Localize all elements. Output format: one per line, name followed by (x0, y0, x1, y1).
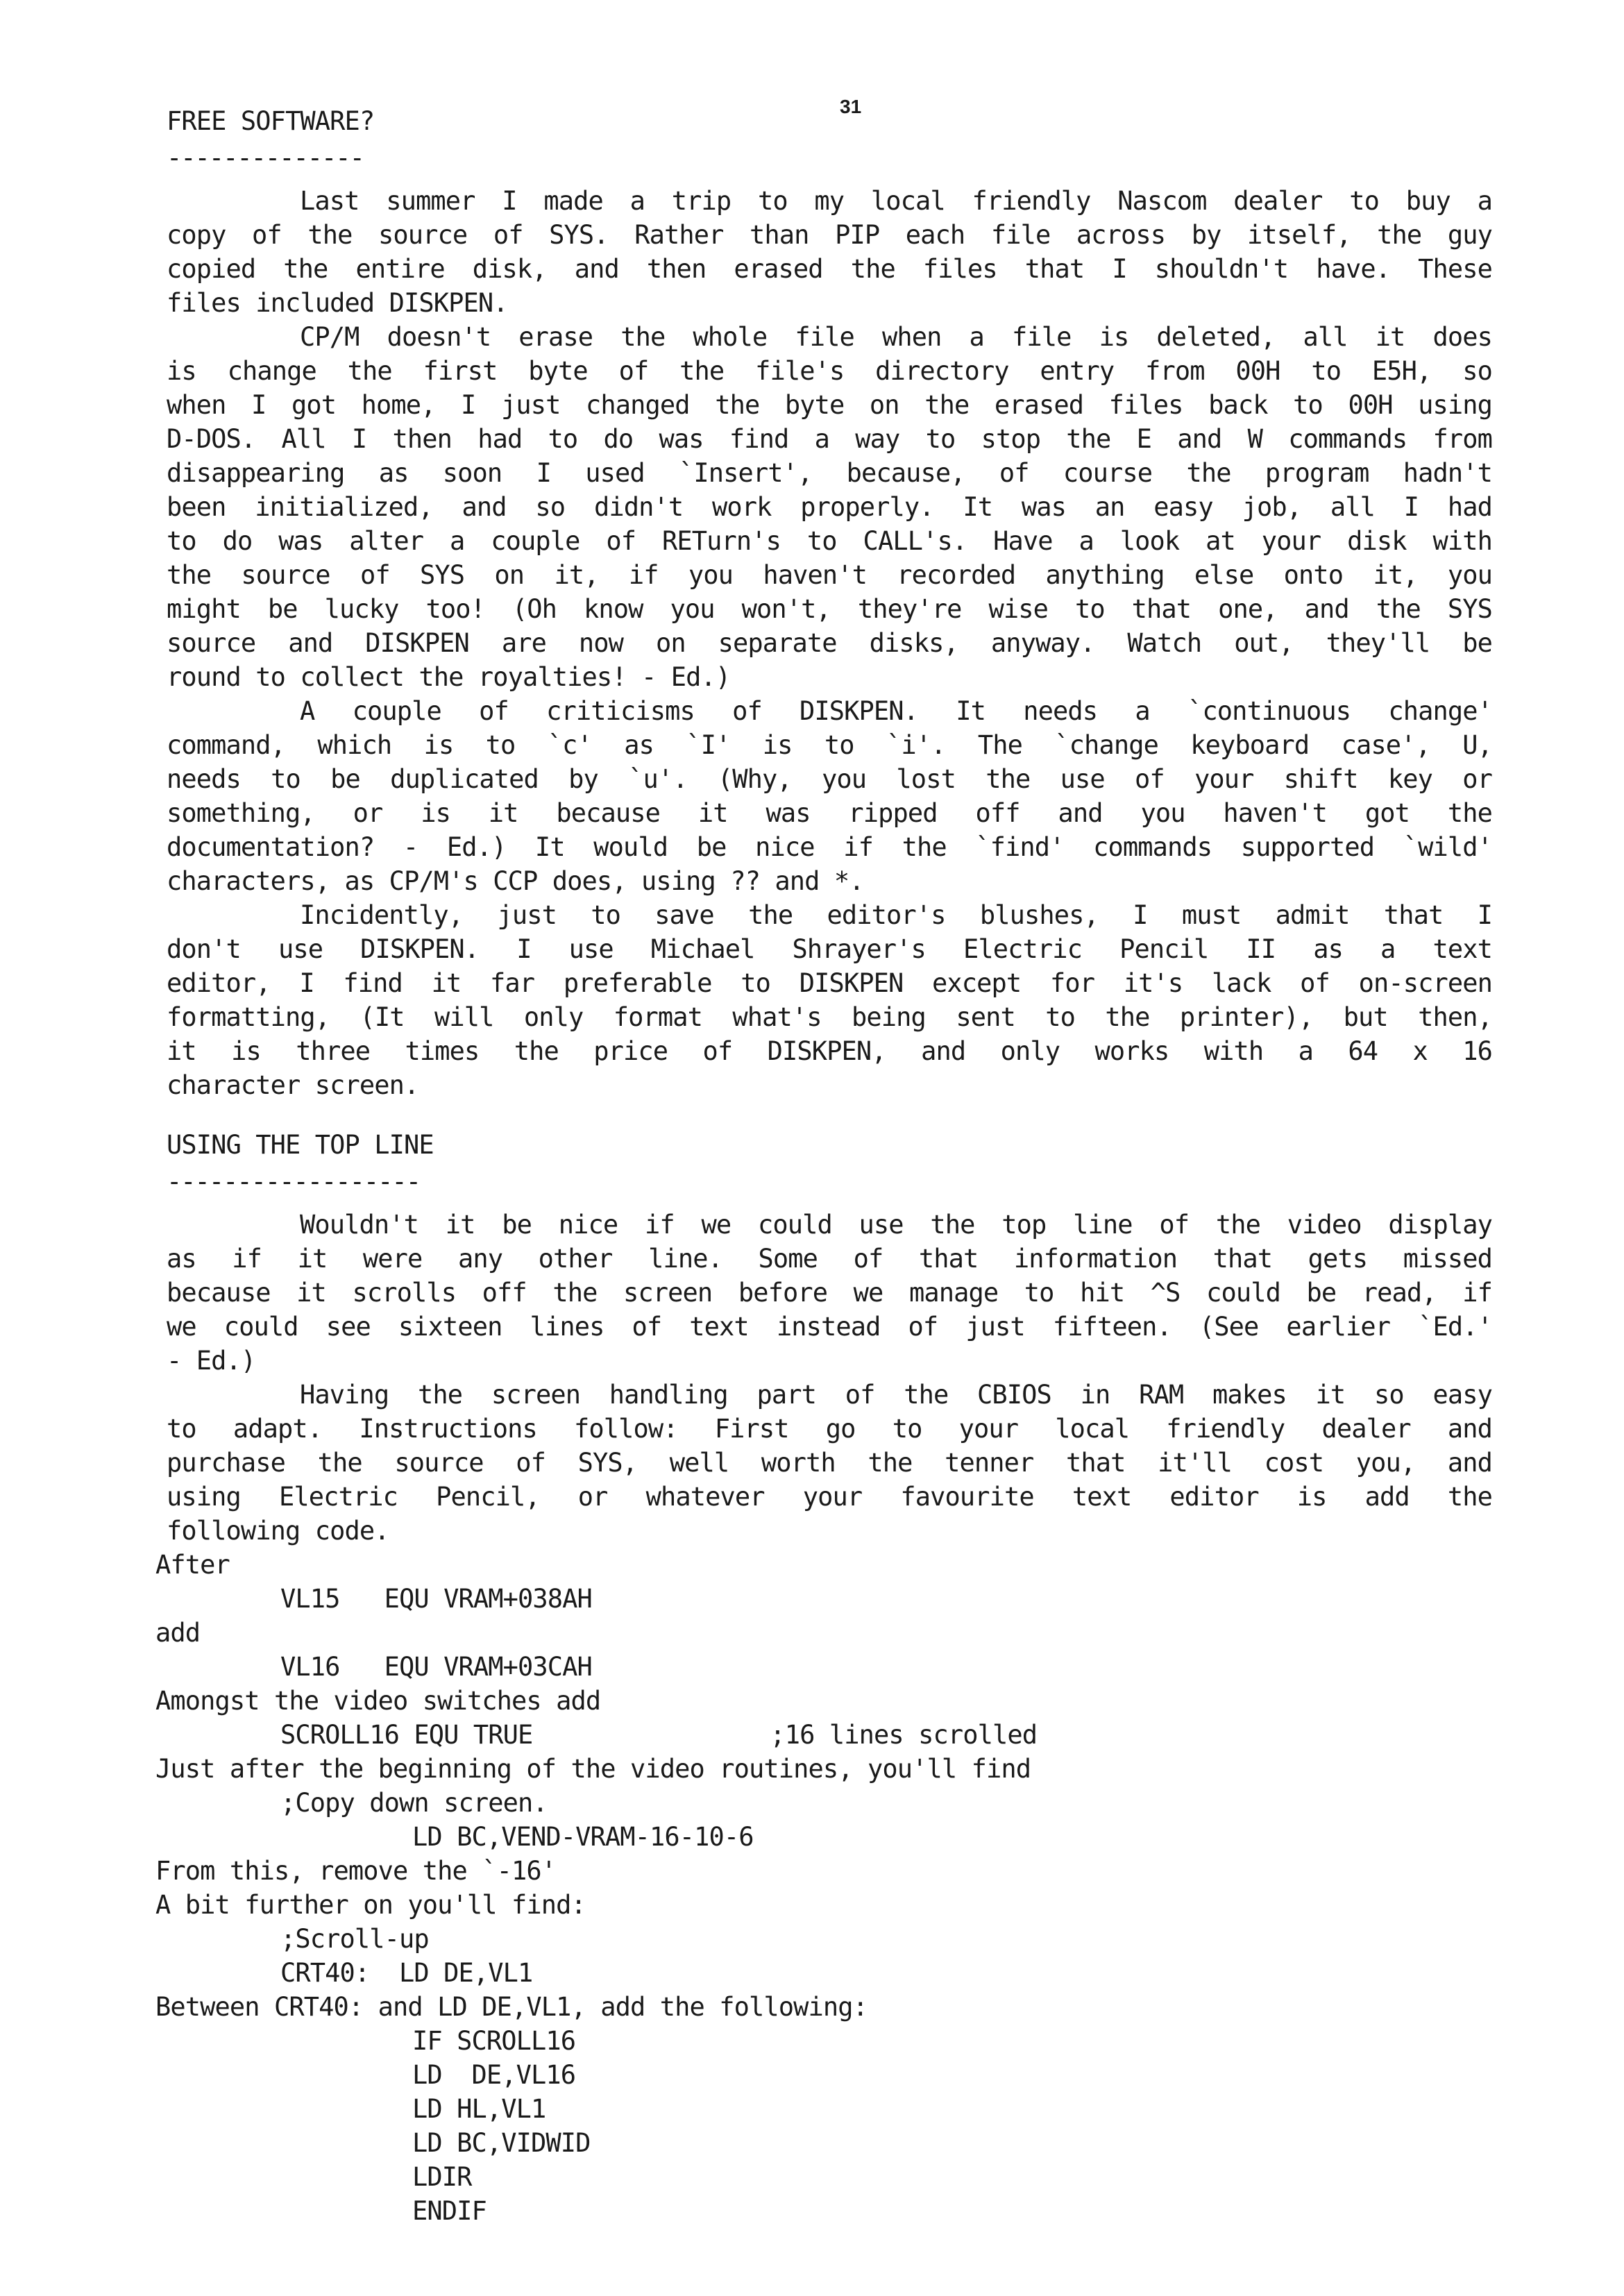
section-body (167, 1208, 1492, 1548)
code-line: IF SCROLL16 (412, 2026, 576, 2056)
instruction-line: Just after the beginning of the video routines, you'll find (155, 1754, 1031, 1784)
paragraph-line: CP/M doesn't erase the whole file when a file is deleted, all it does (300, 322, 1492, 352)
code-line: ENDIF (412, 2196, 487, 2226)
paragraph-line: been initialized, and so didn't work properly. It was an easy job, all I had (167, 492, 1492, 522)
paragraph-line: Having the screen handling part of the CBIOS in RAM makes it so easy (300, 1380, 1492, 1410)
code-line: CRT40: LD DE,VL1 (280, 1958, 533, 1988)
code-line: ;Copy down screen. (280, 1788, 548, 1818)
paragraph-line: because it scrolls off the screen before we manage to hit ^S could be read, if (167, 1278, 1492, 1308)
code-line: LD DE,VL16 (412, 2060, 576, 2090)
paragraph-line: something, or is it because it was ripped off and you haven't got the (167, 798, 1492, 828)
paragraph-line: as if it were any other line. Some of that information that gets missed (167, 1244, 1492, 1274)
code-line: LD BC,VEND-VRAM-16-10-6 (412, 1822, 754, 1852)
code-line: ;Scroll-up (280, 1924, 429, 1954)
paragraph-line: - Ed.) (167, 1346, 256, 1376)
instruction-line: After (155, 1550, 230, 1580)
paragraph-line: might be lucky too! (Oh know you won't, they're wise to that one, and the SYS (167, 594, 1492, 624)
instruction-line: add (155, 1618, 201, 1648)
paragraph-line: characters, as CP/M's CCP does, using ?? and *. (167, 866, 864, 896)
paragraph-line: disappearing as soon I used `Insert', because, of course the program hadn't (167, 458, 1492, 488)
instruction-line: Between CRT40: and LD DE,VL1, add the following: (155, 1992, 868, 2022)
code-line: LDIR (412, 2162, 472, 2192)
paragraph-line: Wouldn't it be nice if we could use the top line of the video display (300, 1210, 1492, 1240)
code-line: VL15 EQU VRAM+038AH (280, 1584, 592, 1614)
paragraph-line: using Electric Pencil, or whatever your favourite text editor is add the (167, 1482, 1492, 1512)
paragraph-line: files included DISKPEN. (167, 288, 508, 318)
paragraph-line: formatting, (It will only format what's being sent to the printer), but then, (167, 1002, 1492, 1032)
instruction-line: From this, remove the `-16' (155, 1856, 557, 1886)
code-line: SCROLL16 EQU TRUE ;16 lines scrolled (280, 1720, 1038, 1750)
paragraph-line: following code. (167, 1516, 389, 1546)
code-line: LD HL,VL1 (412, 2094, 546, 2124)
paragraph-line: source and DISKPEN are now on separate disks, anyway. Watch out, they'll be (167, 628, 1492, 658)
paragraph-line: round to collect the royalties! - Ed.) (167, 662, 731, 692)
paragraph-line: command, which is to `c' as `I' is to `i'. The `change keyboard case', U, (167, 730, 1492, 760)
paragraph-line: the source of SYS on it, if you haven't recorded anything else onto it, you (167, 560, 1492, 590)
section-using-top-line (155, 1128, 1492, 2228)
paragraph-line: don't use DISKPEN. I use Michael Shrayer's Electric Pencil II as a text (167, 934, 1492, 964)
paragraph-line: to adapt. Instructions follow: First go to your local friendly dealer and (167, 1414, 1492, 1444)
heading-underline: ------------------ (167, 1167, 420, 1197)
page-number: 31 (840, 96, 862, 117)
heading-underline: -------------- (167, 143, 364, 173)
paragraph-line: copied the entire disk, and then erased the files that I shouldn't have. These (167, 254, 1492, 284)
paragraph-line: purchase the source of SYS, well worth the tenner that it'll cost you, and (167, 1448, 1492, 1478)
paragraph-line: editor, I find it far preferable to DISKPEN except for it's lack of on-screen (167, 968, 1492, 998)
section-free-software (167, 104, 1492, 1102)
paragraph-line: to do was alter a couple of RETurn's to CALL's. Have a look at your disk with (167, 526, 1492, 556)
paragraph-line: needs to be duplicated by `u'. (Why, you lost the use of your shift key or (167, 764, 1492, 794)
code-line: LD BC,VIDWID (412, 2128, 591, 2158)
code-line: VL16 EQU VRAM+03CAH (280, 1652, 592, 1682)
paragraph-line: D-DOS. All I then had to do was find a way to stop the E and W commands from (167, 424, 1492, 454)
paragraph-line: Incidently, just to save the editor's blushes, I must admit that I (300, 900, 1492, 930)
paragraph-line: copy of the source of SYS. Rather than PIP each file across by itself, the guy (167, 220, 1492, 250)
paragraph-line: character screen. (167, 1070, 419, 1100)
paragraph-line: A couple of criticisms of DISKPEN. It needs a `continuous change' (300, 696, 1492, 726)
paragraph-line: when I got home, I just changed the byte on the erased files back to 00H using (167, 390, 1492, 420)
paragraph-line: it is three times the price of DISKPEN, and only works with a 64 x 16 (167, 1036, 1492, 1066)
section-heading: USING THE TOP LINE (167, 1130, 434, 1160)
paragraph-line: is change the first byte of the file's directory entry from 00H to E5H, so (167, 356, 1492, 386)
paragraph-line: Last summer I made a trip to my local friendly Nascom dealer to buy a (300, 186, 1492, 216)
instruction-line: Amongst the video switches add (155, 1686, 601, 1716)
paragraph-line: we could see sixteen lines of text instead of just fifteen. (See earlier `Ed.' (167, 1312, 1492, 1342)
section-body (167, 184, 1492, 1102)
code-listing (155, 1548, 1492, 2228)
paragraph-line: documentation? - Ed.) It would be nice if the `find' commands supported `wild' (167, 832, 1492, 862)
section-heading: FREE SOFTWARE? (167, 106, 375, 136)
instruction-line: A bit further on you'll find: (155, 1890, 586, 1920)
